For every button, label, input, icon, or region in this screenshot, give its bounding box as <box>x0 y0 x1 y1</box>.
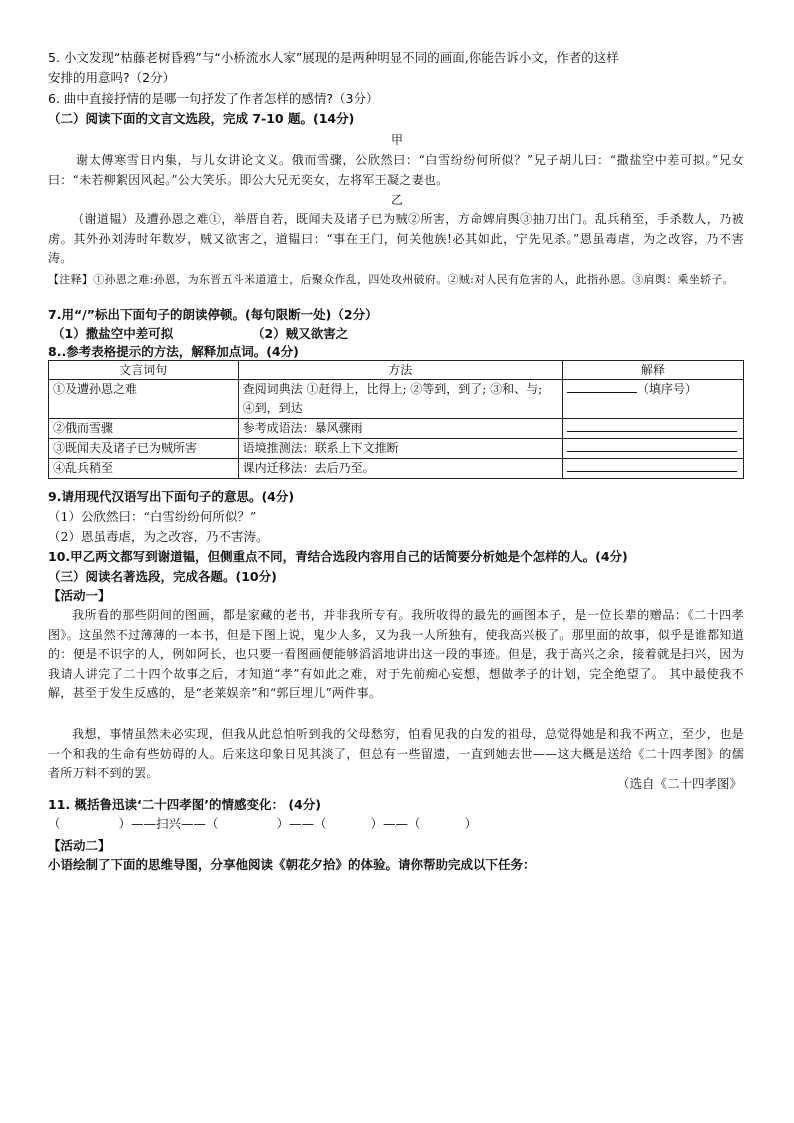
flow-bracket: ）——（ <box>370 816 421 831</box>
table-cell-method: 课内迁移法：去后乃至。 <box>238 459 562 479</box>
passage-yi-label: 乙 <box>390 193 403 207</box>
question-7: 7.用“/”标出下面句子的朗读停顿。(每句限断一处)（2分） <box>48 307 378 322</box>
table-header-phrase: 文言词句 <box>49 361 239 380</box>
table-cell-answer[interactable] <box>562 459 743 479</box>
flow-bracket: ） <box>464 816 478 831</box>
table-header-method: 方法 <box>238 361 562 380</box>
question-5-line-1: 5. 小文发现“枯藤老树昏鸦”与“小桥流水人家”展现的是两种明显不同的画面,你能告诉小文，作者的这样 <box>48 50 619 65</box>
table-cell-phrase: ②俄而雪骤 <box>49 419 239 439</box>
table-row <box>49 380 744 419</box>
section-3-title: （三）阅读名著选段，完成各题。(10分) <box>48 569 277 584</box>
question-5-line-2: 安排的用意吗?（2分） <box>48 70 176 85</box>
mind-map-prompt: 小语绘制了下面的思维导图，分享他阅读《朝花夕拾》的体验。请你帮助完成以下任务： <box>48 857 536 872</box>
activity-1-label: 【活动一】 <box>48 588 111 603</box>
table-cell-phrase: ①及遭孙恩之难 <box>49 380 239 419</box>
emotion-flow <box>48 814 477 832</box>
answer-hint: （填序号） <box>636 382 697 396</box>
table-cell-answer[interactable] <box>562 380 743 419</box>
question-6: 6. 曲中直接抒情的是哪一句抒发了作者怎样的感情?（3分） <box>48 91 379 106</box>
table-header-answer: 解释 <box>562 361 743 380</box>
question-11: 11. 概括鲁迅读‘二十四孝图’的情感变化： (4分) <box>48 797 321 812</box>
passage-jia-label: 甲 <box>390 133 403 147</box>
question-7-sentence-1: （1）撒盐空中差可拟 <box>52 326 174 341</box>
flow-bracket: ）——（ <box>276 816 327 831</box>
table-cell-phrase: ④乱兵稍至 <box>49 459 239 479</box>
table-header-row <box>49 361 744 380</box>
table-cell-method: 查阅词典法 ①赶得上，比得上; ②等到，到了; ③和、与; ④到，到达 <box>238 380 562 419</box>
answer-blank[interactable] <box>567 439 737 452</box>
reading-paragraph-2: 我想，事情虽然未必实现，但我从此总怕听到我的父母愁穷，怕看见我的白发的祖母，总觉得她是和我不两立，至少，也是一个和我的生命有些妨碍的人。后来这印象日见其淡了，但总有一些留遗，一直到她去世——这大概是送给《二十四孝图》的儒者所万料不到的罢。 <box>48 727 744 780</box>
table-cell-answer[interactable] <box>562 419 743 439</box>
annotation-note: 【注释】①孙恩之难:孙恩，为东晋五斗米道道士，后聚众作乱，四处攻州破府。②贼:对人民有危害的人，此指孙恩。③肩舆：乘坐轿子。 <box>48 273 735 286</box>
question-10: 10.甲乙两文都写到谢道韫，但侧重点不同，青结合选段内容用自己的话简要分析她是个怎样的人。(4分) <box>48 549 628 564</box>
question-9-sentence-2: （2）恩虽毒虐，为之改容，乃不害涛。 <box>48 529 269 544</box>
passage-jia: 谢太傅寒雪日内集，与儿女讲论文义。俄而雪骤，公欣然曰：“白雪纷纷何所似？”兄子胡儿曰：“撒盐空中差可拟。”兄女曰：“未若柳絮因风起。”公大笑乐。即公大兄无奕女，左将军王凝之妻也。 <box>48 153 744 187</box>
section-2-title: （二）阅读下面的文言文选段，完成 7-10 题。(14分) <box>48 111 355 126</box>
table-cell-answer[interactable] <box>562 439 743 459</box>
table-row <box>49 439 744 459</box>
source-citation: （选自《二十四孝图》 <box>616 776 742 791</box>
answer-blank[interactable] <box>567 459 737 472</box>
passage-yi: （谢道韫）及遭孙恩之难①，举厝自若，既闻夫及诸子已为贼②所害，方命婢肩舆③抽刀出门。乱兵稍至，手杀数人，乃被虏。其外孙刘涛时年数岁，贼又欲害之，道韫曰：“事在王门，何关他族!必其如此，宁先见杀。”恩虽毒虐，为之改容，乃不害涛。 <box>48 212 744 265</box>
question-9: 9.请用现代汉语写出下面句子的意思。(4分) <box>48 489 295 504</box>
question-7-sentence-2: （2）贼又欲害之 <box>252 326 349 341</box>
table-row <box>49 419 744 439</box>
activity-2-label: 【活动二】 <box>48 838 111 853</box>
question-8: 8..参考表格提示的方法，解释加点词。(4分) <box>48 344 299 359</box>
table-cell-method: 语境推测法：联系上下文推断 <box>238 439 562 459</box>
table-row <box>49 459 744 479</box>
answer-blank[interactable] <box>567 380 637 393</box>
flow-bracket: ）——扫兴——（ <box>118 816 219 831</box>
method-table <box>48 360 744 479</box>
question-9-sentence-1: （1）公欣然曰：“白雪纷纷何所似？” <box>48 509 257 524</box>
flow-bracket: （ <box>48 816 61 831</box>
answer-blank[interactable] <box>567 419 737 432</box>
reading-paragraph-1: 我所看的那些阴间的图画，都是家藏的老书，并非我所专有。我所收得的最先的画图本子，是一位长辈的赠品：《二十四孝图》。这虽然不过薄薄的一本书，但是下图上说，鬼少人多，又为我一人所独有，使我高兴极了。那里面的故事，似乎是谁都知道的：便是不识字的人，例如阿长，也只要一看图画便能够滔滔地讲出这一段的事迹。但是，我于高兴之余，接着就是扫兴，因为我请人讲完了二十四个故事之后，才知道“孝”有如此之难，对于先前痴心妄想，想做孝子的计划，完全绝望了。 其中最使我不解，甚至于发生反感的，是“老莱娱亲”和“郭巨埋儿”两件事。 <box>48 608 744 700</box>
table-cell-method: 参考成语法：暴风骤雨 <box>238 419 562 439</box>
table-cell-phrase: ③既闻夫及诸子已为贼所害 <box>49 439 239 459</box>
